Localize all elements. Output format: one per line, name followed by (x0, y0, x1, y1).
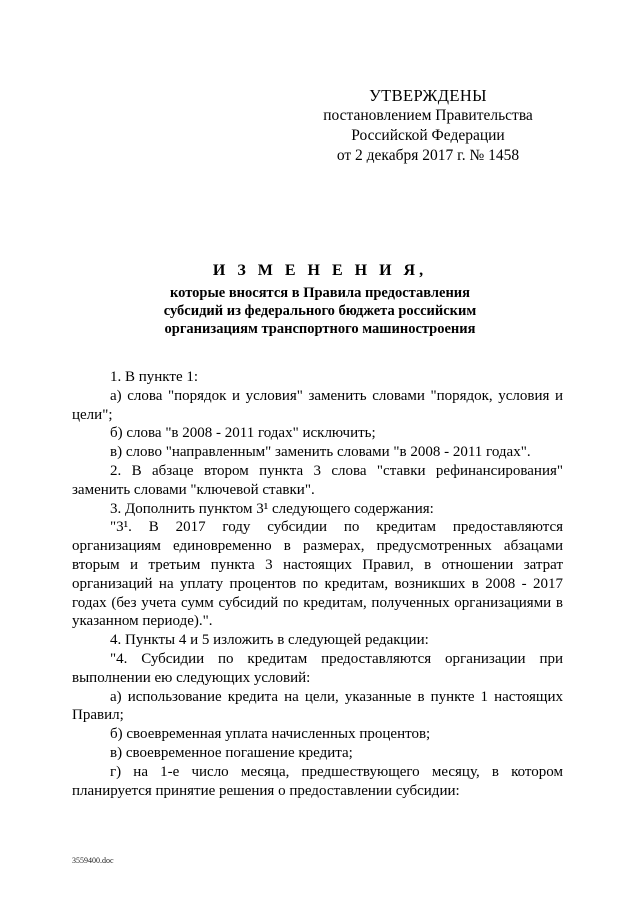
subtitle-line: организациям транспортного машиностроения (164, 321, 476, 337)
approval-heading: УТВЕРЖДЕНЫ (369, 86, 487, 105)
approval-block (318, 86, 538, 166)
paragraph: 4. Пункты 4 и 5 изложить в следующей редакции: (110, 632, 429, 649)
paragraph: "3¹. В 2017 году субсидии по кредитам предоставляются организациям единовременно в размерах, предусмотренных абзацами вторым и третьим пункта 3 настоящих Правил, в отношении затрат организаций на уплату процентов по кредитам, возникших в 2008 - 2017 годах (без учета сумм субсидий по кредитам, полученных организациями в указанном периоде).". (72, 519, 563, 630)
approval-line: постановлением Правительства (323, 107, 533, 124)
subtitle-line: которые вносятся в Правила предоставления (169, 285, 470, 301)
subtitle-line: субсидий из федерального бюджета российским (163, 303, 477, 319)
paragraph: 3. Дополнить пунктом 3¹ следующего содержания: (110, 500, 434, 517)
paragraph: а) слова "порядок и условия" заменить словами "порядок, условия и цели"; (72, 387, 563, 423)
paragraph: 2. В абзаце втором пункта 3 слова "ставки рефинансирования" заменить словами "ключевой ставки". (72, 462, 563, 498)
approval-line: Российской Федерации (351, 127, 505, 144)
document-body (72, 368, 563, 800)
paragraph: г) на 1-е число месяца, предшествующего месяцу, в котором планируется принятие решения о предоставлении субсидии: (72, 763, 563, 799)
paragraph: в) слово "направленным" заменить словами "в 2008 - 2011 годах". (110, 444, 531, 461)
paragraph: б) слова "в 2008 - 2011 годах" исключить; (110, 425, 376, 442)
approval-date-number: от 2 декабря 2017 г. № 1458 (336, 147, 520, 164)
paragraph: в) своевременное погашение кредита; (110, 744, 353, 761)
file-name-footer: 3559400.doc (72, 856, 114, 865)
document-title: И З М Е Н Е Н И Я, (212, 262, 428, 279)
paragraph: 1. В пункте 1: (110, 369, 199, 385)
paragraph: б) своевременная уплата начисленных процентов; (110, 726, 431, 743)
paragraph: "4. Субсидии по кредитам предоставляются организации при выполнении ею следующих условий: (72, 650, 563, 686)
paragraph: а) использование кредита на цели, указанные в пункте 1 настоящих Правил; (72, 688, 563, 724)
document-subtitle (90, 284, 550, 338)
